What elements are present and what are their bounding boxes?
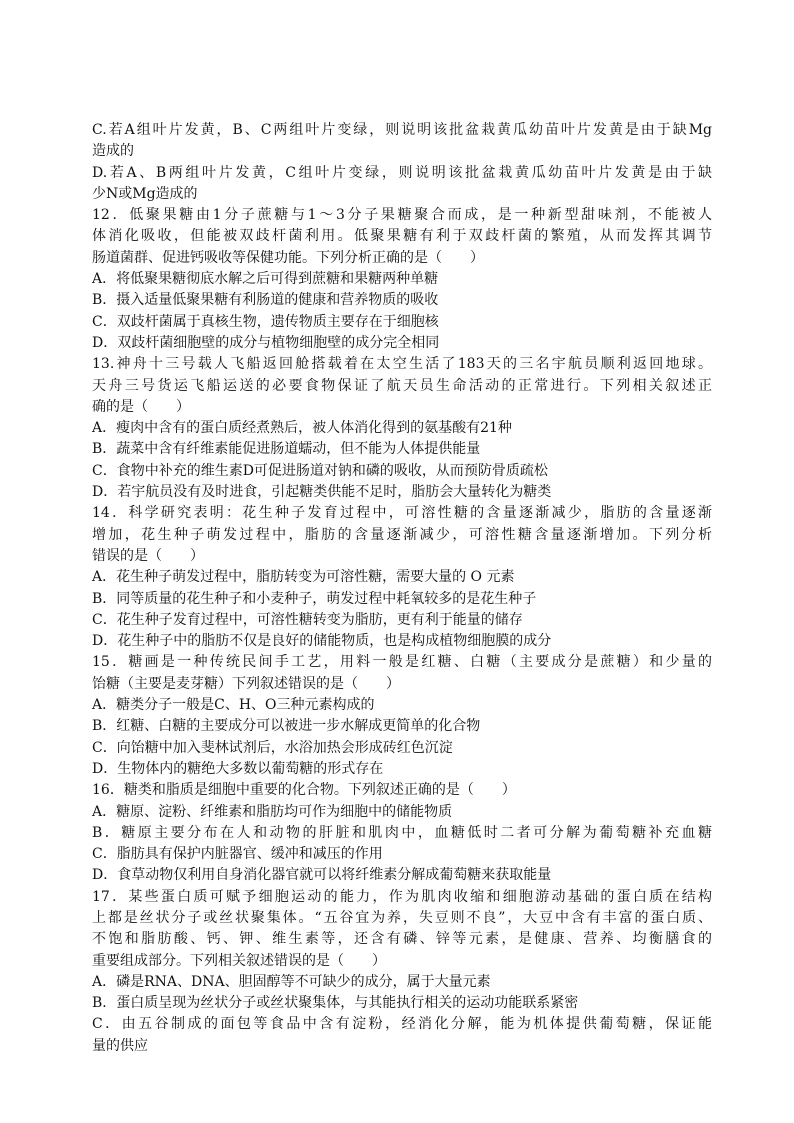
option-a: A．磷是RNA、DNA、胆固醇等不可缺少的成分，属于大量元素 bbox=[92, 973, 491, 990]
option-d: D．双歧杆菌细胞壁的成分与植物细胞壁的成分完全相同 bbox=[92, 334, 440, 351]
option-c: C．脂肪具有保护内脏器官、缓冲和减压的作用 bbox=[92, 846, 383, 863]
option-b: B．同等质量的花生种子和小麦种子，萌发过程中耗氧较多的是花生种子 bbox=[92, 590, 537, 607]
option-b: B．摄入适量低聚果糖有利肠道的健康和营养物质的吸收 bbox=[92, 292, 439, 309]
question-15-stem: 15．糖画是一种传统民间手工艺，用料一般是红糖、白糖（主要成分是蔗糖）和少量的 bbox=[92, 654, 712, 671]
option-c: C．花生种子发育过程中，可溶性糖转变为脂肪，更有利于能量的储存 bbox=[92, 611, 523, 628]
question-17-stem: 17．某些蛋白质可赋予细胞运动的能力，作为肌肉收缩和细胞游动基础的蛋白质在结构 bbox=[92, 888, 712, 905]
text-line: 错误的是（ ） bbox=[92, 547, 204, 564]
text-line: 少N或Mg造成的 bbox=[92, 185, 198, 202]
text-line: 增加，花生种子萌发过程中，脂肪的含量逐渐减少，可溶性糖含量逐渐增加。下列分析 bbox=[92, 526, 712, 543]
text-line: 确的是（ ） bbox=[92, 398, 190, 415]
option-c: C．向饴糖中加入斐林试剂后，水浴加热会形成砖红色沉淀 bbox=[92, 739, 453, 756]
option-c: C．由五谷制成的面包等食品中含有淀粉，经消化分解，能为机体提供葡萄糖，保证能 bbox=[92, 1016, 712, 1033]
question-16-stem: 16．糖类和脂质是细胞中重要的化合物。下列叙述正确的是（ ） bbox=[92, 782, 516, 799]
question-14-stem: 14．科学研究表明：花生种子发育过程中，可溶性糖的含量逐渐减少，脂肪的含量逐渐 bbox=[92, 505, 712, 522]
option-b: B．蛋白质呈现为丝状分子或丝状聚集体，与其能执行相关的运动功能联系紧密 bbox=[92, 995, 579, 1012]
option-a: A．花生种子萌发过程中，脂肪转变为可溶性糖，需要大量的 O 元素 bbox=[92, 569, 515, 586]
text-line: 上都是丝状分子或丝状聚集体。“五谷宜为养，失豆则不良”，大豆中含有丰富的蛋白质、 bbox=[92, 909, 712, 926]
option-b: B．蔬菜中含有纤维素能促进肠道蠕动，但不能为人体提供能量 bbox=[92, 441, 481, 458]
text-line: 重要组成部分。下列相关叙述错误的是（ ） bbox=[92, 952, 386, 969]
document-page bbox=[92, 120, 712, 1057]
text-line: D.若A、B两组叶片发黄，C组叶片变绿，则说明该批盆栽黄瓜幼苗叶片发黄是由于缺 bbox=[92, 164, 712, 181]
question-13-stem: 13.神舟十三号载人飞船返回舱搭载着在太空生活了183天的三名宇航员顺利返回地球。 bbox=[92, 356, 712, 373]
option-b: B．红糖、白糖的主要成分可以被进一步水解成更简单的化合物 bbox=[92, 718, 481, 735]
text-line: 体消化吸收，但能被双歧杆菌利用。低聚果糖有利于双歧杆菌的繁殖，从而发挥其调节 bbox=[92, 228, 712, 245]
text-line: 量的供应 bbox=[92, 1037, 148, 1054]
text-line: 饴糖（主要是麦芽糖）下列叙述错误的是（ ） bbox=[92, 675, 400, 692]
option-a: A．将低聚果糖彻底水解之后可得到蔗糖和果糖两种单糖 bbox=[92, 271, 439, 288]
question-12-stem: 12．低聚果糖由1分子蔗糖与1～3分子果糖聚合而成，是一种新型甜味剂，不能被人 bbox=[92, 207, 712, 224]
text-line: 不饱和脂肪酸、钙、钾、维生素等，还含有磷、锌等元素，是健康、营养、均衡膳食的 bbox=[92, 931, 712, 948]
option-a: A．糖类分子一般是C、H、O三种元素构成的 bbox=[92, 697, 375, 714]
option-c: C．双歧杆菌属于真核生物，遗传物质主要存在于细胞核 bbox=[92, 313, 439, 330]
option-b: B．糖原主要分布在人和动物的肝脏和肌肉中，血糖低时二者可分解为葡萄糖补充血糖 bbox=[92, 824, 712, 841]
option-a: A．糖原、淀粉、纤维素和脂肪均可作为细胞中的储能物质 bbox=[92, 803, 453, 820]
text-line: 肠道菌群、促进钙吸收等保健功能。下列分析正确的是（ ） bbox=[92, 249, 484, 266]
text-line: 天舟三号货运飞船运送的必要食物保证了航天员生命活动的正常进行。下列相关叙述正 bbox=[92, 377, 712, 394]
option-d: D．若宇航员没有及时进食，引起糖类供能不足时，脂肪会大量转化为糖类 bbox=[92, 484, 552, 501]
option-a: A．瘦肉中含有的蛋白质经煮熟后，被人体消化得到的氨基酸有21种 bbox=[92, 420, 512, 437]
option-d: D．食草动物仅利用自身消化器官就可以将纤维素分解成葡萄糖来获取能量 bbox=[92, 867, 552, 884]
text-line: C.若A组叶片发黄，B、C两组叶片变绿，则说明该批盆栽黄瓜幼苗叶片发黄是由于缺Mg bbox=[92, 122, 712, 138]
option-c: C．食物中补充的维生素D可促进肠道对钠和磷的吸收，从而预防骨质疏松 bbox=[92, 462, 548, 479]
option-d: D．生物体内的糖绝大多数以葡萄糖的形式存在 bbox=[92, 760, 384, 777]
option-d: D．花生种子中的脂肪不仅是良好的储能物质，也是构成植物细胞膜的成分 bbox=[92, 633, 552, 650]
text-line: 造成的 bbox=[92, 143, 134, 160]
